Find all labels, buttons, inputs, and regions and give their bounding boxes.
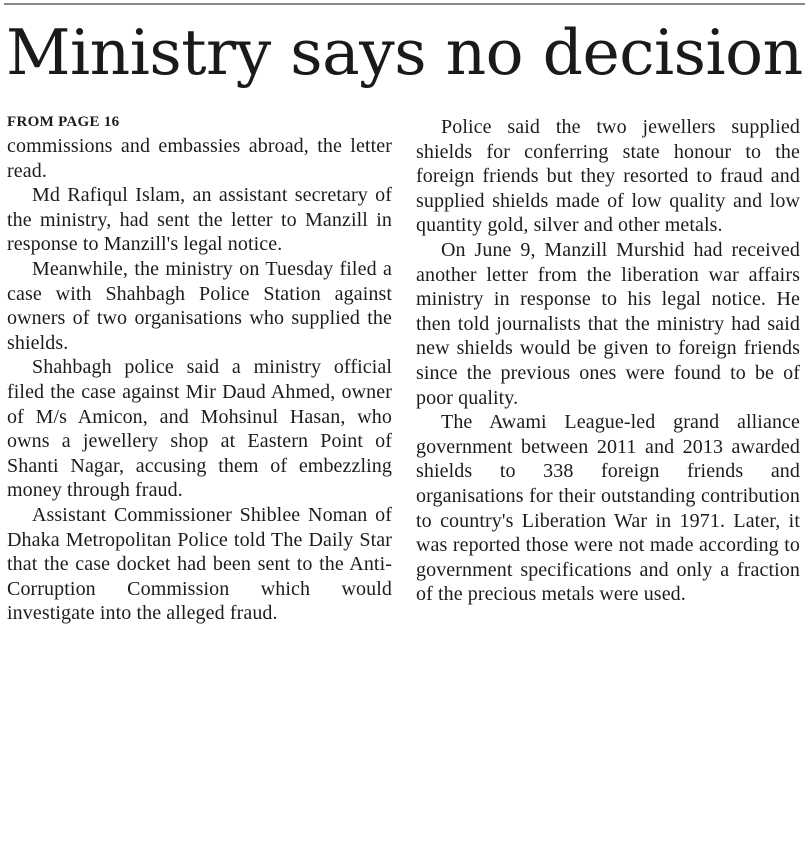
- left-column: [7, 113, 392, 626]
- headline: Ministry says no decision: [6, 16, 803, 89]
- paragraph: The Awami League-led grand alliance government between 2011 and 2013 awarded shields to 338 foreign friends and organisations for their outstanding contribution to country's Liberation War in 1971. Later, it was reported those were not made according to government specifications and only a fraction of the precious metals were used.: [416, 411, 800, 606]
- top-rule: [4, 3, 805, 5]
- paragraph: commissions and embassies abroad, the letter read.: [7, 135, 392, 182]
- right-column: [416, 115, 800, 607]
- paragraph: Md Rafiqul Islam, an assistant secretary of the ministry, had sent the letter to Manzill in response to Manzill's legal notice.: [7, 184, 392, 256]
- paragraph: Shahbagh police said a ministry official filed the case against Mir Daud Ahmed, owner of M/s Amicon, and Mohsinul Hasan, who owns a jewellery shop at Eastern Point of Shanti Nagar, accusing them of embezzling money through fraud.: [7, 356, 392, 502]
- paragraph: Meanwhile, the ministry on Tuesday filed a case with Shahbagh Police Station against owners of two organisations who supplied the shields.: [7, 257, 392, 354]
- continuation-label: FROM PAGE 16: [7, 114, 120, 130]
- paragraph: Police said the two jewellers supplied shields for conferring state honour to the foreign friends but they resorted to fraud and supplied shields made of low quality and low quantity gold, silver and other metals.: [416, 116, 800, 237]
- paragraph: Assistant Commissioner Shiblee Noman of Dhaka Metropolitan Police told The Daily Star that the case docket had been sent to the Anti-Corruption Commission which would investigate into the alleged fraud.: [7, 503, 392, 625]
- paragraph: On June 9, Manzill Murshid had received another letter from the liberation war affairs ministry in response to his legal notice. He then told journalists that the ministry had said new shields would be given to foreign friends since the previous ones were found to be of poor quality.: [416, 238, 800, 409]
